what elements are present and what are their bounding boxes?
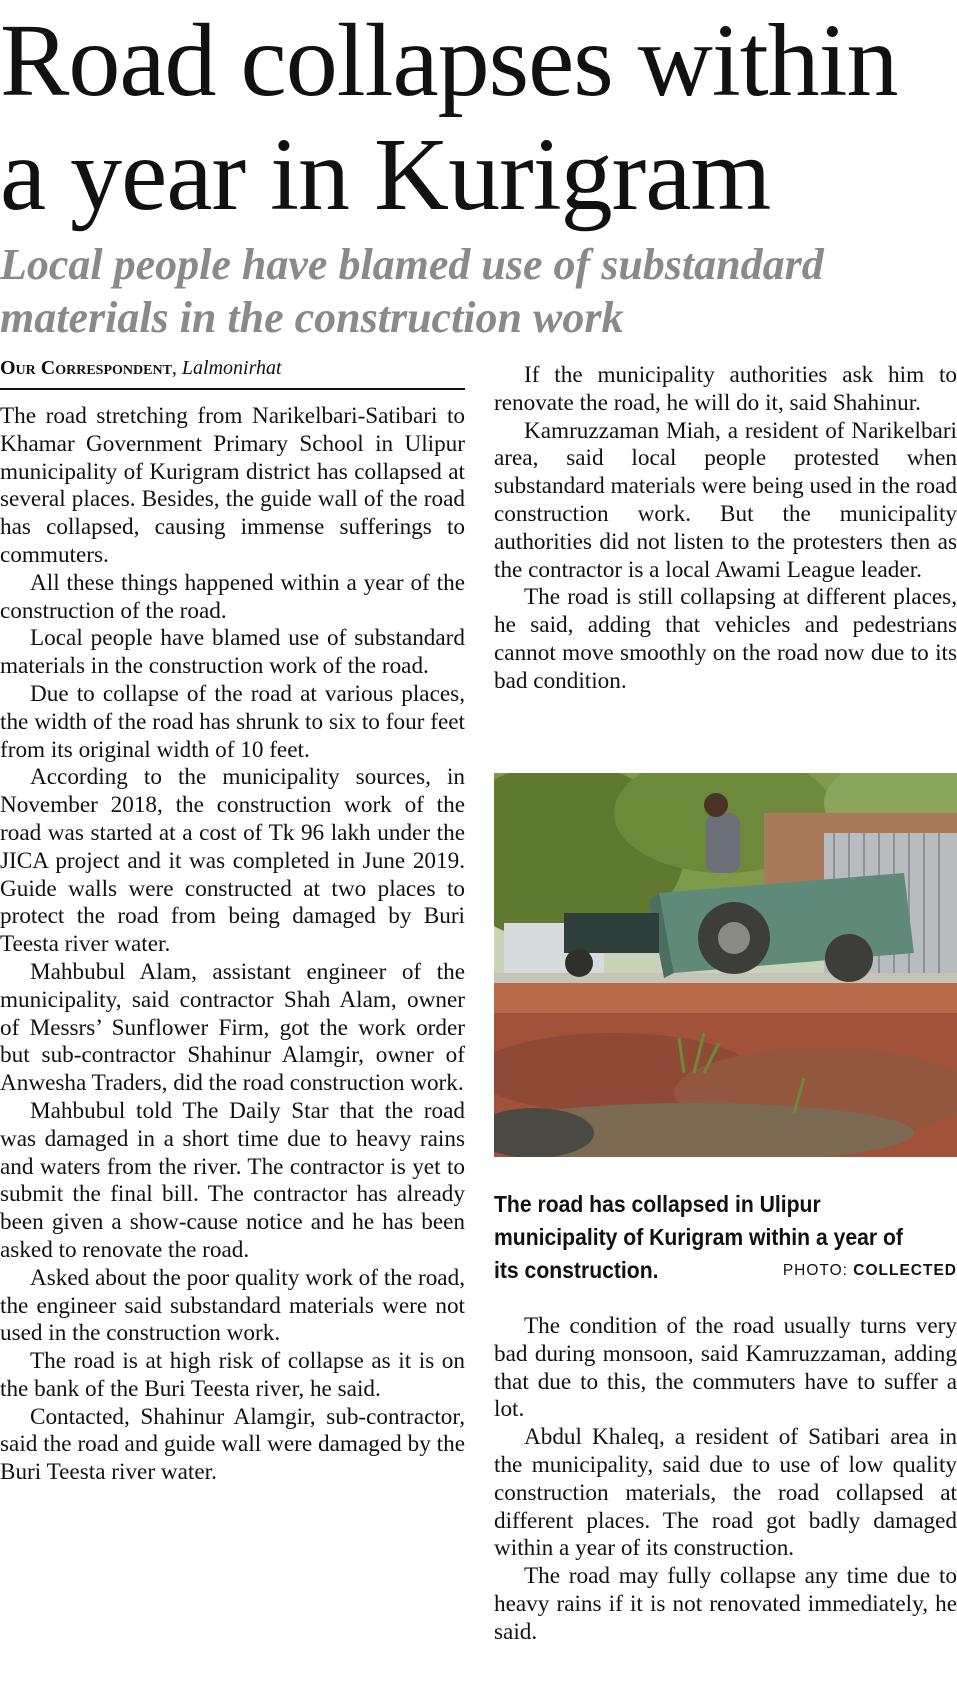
byline-location: Lalmonirhat: [181, 357, 282, 379]
paragraph: Kamruzzaman Miah, a resident of Narikelbari area, said local people protested when substandard materials were being used in the road construction work. But the municipality authorities did not listen to the protesters then as the contractor is a local Awami League leader.: [494, 417, 957, 583]
paragraph: The condition of the road usually turns very bad during monsoon, said Kamruzzaman, adding that due to this, the commuters have to suffer a lot.: [494, 1313, 957, 1423]
paragraph: Mahbubul told The Daily Star that the road was damaged in a short time due to heavy rains and waters from the river. The contractor is yet to submit the final bill. The contractor has already been given a show-cause notice and he has been asked to renovate the road.: [0, 1097, 465, 1263]
subheadline-line-1: Local people have blamed use of substandard: [0, 240, 824, 289]
photo-credit-source: COLLECTED: [853, 1262, 957, 1279]
photo-caption: The road has collapsed in Ulipur municipality of Kurigram within a year of its construction.: [494, 1191, 903, 1283]
left-column: [0, 403, 465, 1487]
headline: [0, 4, 957, 232]
paragraph: The road is at high risk of collapse as it is on the bank of the Buri Teesta river, he said.: [0, 1348, 465, 1402]
byline-separator: ,: [171, 357, 182, 379]
headline-line-1: Road collapses within: [0, 3, 898, 118]
right-column-bottom: [494, 1313, 957, 1647]
right-column-top: [494, 362, 957, 696]
paragraph: Abdul Khaleq, a resident of Satibari area in the municipality, said due to use of low quality construction materials, the road collapsed at different places. The road got badly damaged within a year of its construction.: [494, 1424, 957, 1562]
paragraph: Due to collapse of the road at various places, the width of the road has shrunk to six to four feet from its original width of 10 feet.: [0, 680, 465, 763]
paragraph: Contacted, Shahinur Alamgir, sub-contractor, said the road and guide wall were damaged by the Buri Teesta river water.: [0, 1403, 465, 1486]
headline-line-2: a year in Kurigram: [0, 117, 771, 232]
paragraph: Mahbubul Alam, assistant engineer of the municipality, said contractor Shah Alam, owner of Messrs’ Sunflower Firm, got the work order but sub-contractor Shahinur Alamgir, owner of Anwesha Traders, did the road construction work.: [0, 958, 465, 1097]
byline-rule: [0, 388, 465, 390]
paragraph: The road stretching from Narikelbari-Satibari to Khamar Government Primary School in Ulipur municipality of Kurigram district has collapsed at several places. Besides, the guide wall of the road has collapsed, causing immense sufferings to commuters.: [0, 403, 465, 568]
paragraph: The road is still collapsing at different places, he said, adding that vehicles and pedestrians cannot move smoothly on the road now due to its bad condition.: [494, 584, 957, 694]
paragraph: Asked about the poor quality work of the road, the engineer said substandard materials were not used in the construction work.: [0, 1264, 465, 1347]
byline-author: Our Correspondent: [0, 357, 172, 379]
subheadline: [0, 238, 957, 344]
photo-illustration: [494, 773, 957, 1157]
photo-credit: [783, 1262, 957, 1280]
paragraph: Local people have blamed use of substandard materials in the construction work of the road.: [0, 625, 465, 680]
photo-credit-label: PHOTO:: [782, 1262, 854, 1279]
byline: [0, 356, 465, 380]
paragraph: The road may fully collapse any time due to heavy rains if it is not renovated immediately, he said.: [494, 1563, 957, 1645]
news-photo: [494, 773, 957, 1157]
paragraph: All these things happened within a year of the construction of the road.: [0, 569, 465, 624]
subheadline-line-2: materials in the construction work: [0, 293, 624, 342]
paragraph: According to the municipality sources, in November 2018, the construction work of the road was started at a cost of Tk 96 lakh under the JICA project and it was completed in June 2019. Guide walls were constructed at two places to protect the road from being damaged by Buri Teesta river water.: [0, 764, 465, 958]
paragraph: If the municipality authorities ask him to renovate the road, he will do it, said Shahinur.: [494, 362, 957, 416]
